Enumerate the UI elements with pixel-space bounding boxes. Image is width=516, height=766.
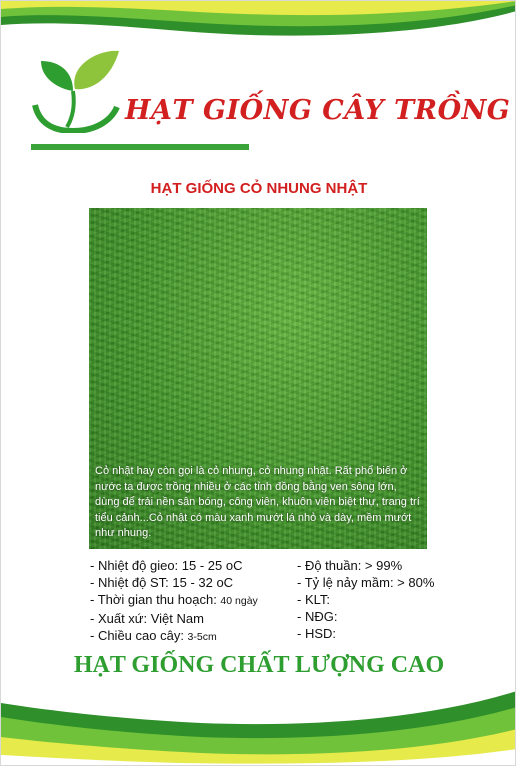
spec-label: - Thời gian thu hoạch: bbox=[90, 592, 221, 607]
specs-right bbox=[297, 557, 487, 642]
brand-name: HẠT GIỐNG CÂY TRỒNG bbox=[125, 95, 511, 126]
quality-tagline: HẠT GIỐNG CHẤT LƯỢNG CAO bbox=[73, 652, 445, 678]
spec-label: - Nhiệt độ gieo: 15 - 25 bbox=[90, 558, 226, 573]
spec-value: 3-5cm bbox=[187, 631, 217, 643]
spec-label: - Nhiệt độ ST: 15 - 32 bbox=[90, 575, 217, 590]
spec-origin bbox=[90, 610, 290, 627]
spec-packing-date: - NĐG: bbox=[297, 609, 338, 624]
grass-photo bbox=[89, 208, 427, 549]
specs-left bbox=[90, 557, 290, 646]
brand-underline bbox=[31, 144, 249, 150]
sprout-leaf-icon bbox=[29, 45, 121, 133]
spec-unit: oC bbox=[216, 575, 234, 590]
spec-label: - Chiều cao cây: bbox=[90, 628, 188, 643]
spec-purity: - Độ thuần: > 99% bbox=[297, 558, 403, 573]
top-wave-decoration bbox=[1, 1, 516, 49]
bottom-wave-decoration bbox=[1, 673, 516, 765]
product-description: Cỏ nhật hay còn gọi là cỏ nhung, cỏ nhung nhật. Rất phổ biến ở nước ta được trồng nhiều ở các tỉnh đồng bằng ven sông lớn, dùng để trải nền sân bóng, công viên, khuôn viên biệt thự, trang trí tiểu cảnh...Cỏ nhật có màu xanh mướt lá nhỏ và dày, mềm mướt như nhung. bbox=[95, 465, 420, 539]
spec-plant-height bbox=[90, 627, 290, 646]
spec-growth-temperature bbox=[90, 574, 290, 591]
spec-harvest-time bbox=[90, 591, 290, 610]
spec-value: 40 ngày bbox=[220, 595, 258, 607]
spec-label: - Xuất xứ: Việt Nam bbox=[90, 611, 204, 626]
spec-germination-rate: - Tỷ lệ nảy mầm: > 80% bbox=[297, 575, 435, 590]
spec-unit: oC bbox=[225, 558, 243, 573]
spec-net-weight: - KLT: bbox=[297, 592, 330, 607]
product-title: HẠT GIỐNG CỎ NHUNG NHẬT bbox=[150, 180, 368, 197]
spec-expiry-date: - HSD: bbox=[297, 626, 336, 641]
spec-sowing-temperature bbox=[90, 557, 290, 574]
